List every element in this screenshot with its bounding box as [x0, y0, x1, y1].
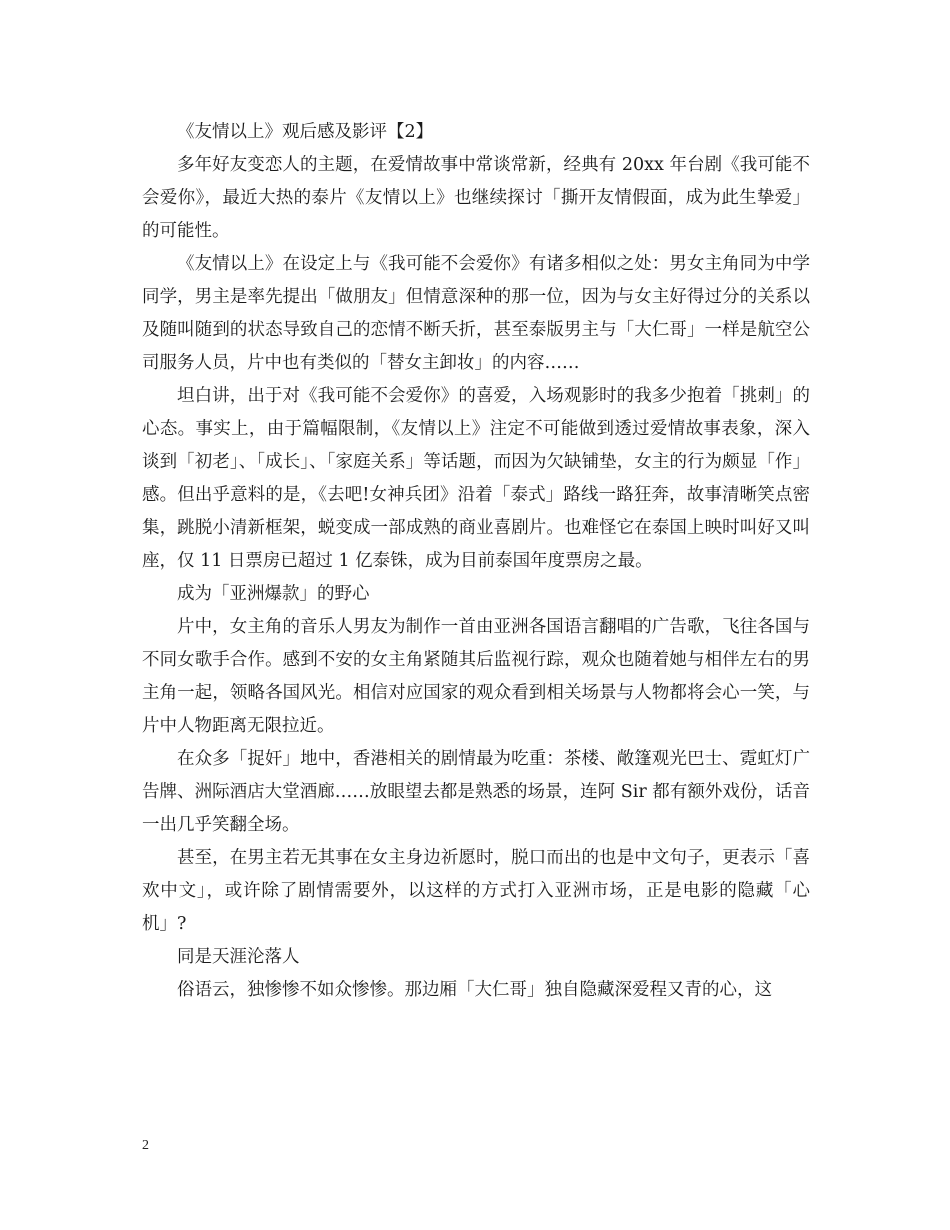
subheading: 同是天涯沦落人: [177, 947, 300, 967]
body-paragraph: 俗语云，独惨惨不如众惨惨。那边厢「大仁哥」独自隐藏深爱程又青的心，这: [177, 980, 772, 1000]
subheading: 成为「亚洲爆款」的野心: [177, 584, 370, 604]
body-paragraph: 在众多「捉奸」地中，香港相关的剧情最为吃重：茶楼、敞篷观光巴士、霓虹灯广告牌、洲际酒店大堂酒廊……放眼望去都是熟悉的场景，连阿 Sir 都有额外戏份，话音一出几乎笑翻全场。: [142, 749, 810, 835]
page-number: 2: [142, 1138, 149, 1153]
body-paragraph: 片中，女主角的音乐人男友为制作一首由亚洲各国语言翻唱的广告歌，飞往各国与不同女歌手合作。感到不安的女主角紧随其后监视行踪，观众也随着她与相伴左右的男主角一起，领略各国风光。相信对应国家的观众看到相关场景与人物都将会心一笑，与片中人物距离无限拉近。: [142, 617, 810, 736]
body-paragraph: 多年好友变恋人的主题，在爱情故事中常谈常新，经典有 20xx 年台剧《我可能不会爱你》，最近大热的泰片《友情以上》也继续探讨「撕开友情假面，成为此生挚爱」的可能性。: [142, 155, 810, 241]
body-paragraph: 甚至，在男主若无其事在女主身边祈愿时，脱口而出的也是中文句子，更表示「喜欢中文」，或许除了剧情需要外，以这样的方式打入亚洲市场，正是电影的隐藏「心机」?: [142, 848, 810, 934]
body-paragraph: 《友情以上》在设定上与《我可能不会爱你》有诸多相似之处：男女主角同为中学同学，男主是率先提出「做朋友」但情意深种的那一位，因为与女主好得过分的关系以及随叫随到的状态导致自己的恋情不断夭折，甚至泰版男主与「大仁哥」一样是航空公司服务人员，片中也有类似的「替女主卸妆」的内容……: [142, 254, 810, 373]
body-paragraph: 坦白讲，出于对《我可能不会爱你》的喜爱，入场观影时的我多少抱着「挑刺」的心态。事实上，由于篇幅限制，《友情以上》注定不可能做到透过爱情故事表象，深入谈到「初老」、「成长」、「家庭关系」等话题，而因为欠缺铺垫，女主的行为颇显「作」感。但出乎意料的是，《去吧!女神兵团》沿着「泰式」路线一路狂奔，故事清晰笑点密集，跳脱小清新框架，蜕变成一部成熟的商业喜剧片。也难怪它在泰国上映时叫好又叫座，仅 11 日票房已超过 1 亿泰铢，成为目前泰国年度票房之最。: [142, 386, 810, 571]
section-heading: 《友情以上》观后感及影评【2】: [177, 122, 434, 142]
document-body: [142, 116, 810, 1007]
